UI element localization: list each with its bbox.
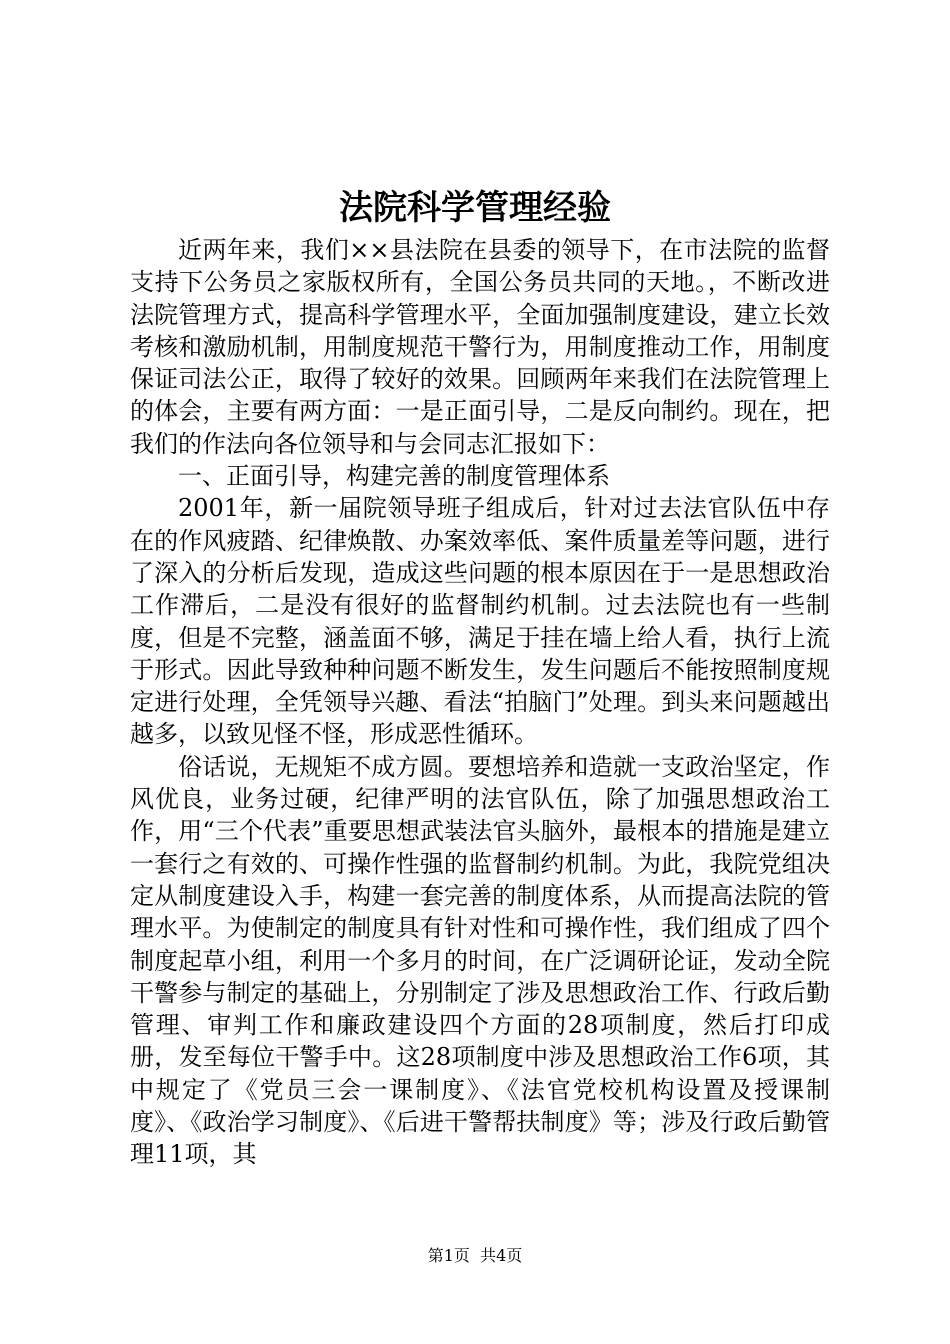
page-number: 第1页	[427, 1246, 470, 1265]
page-total: 共4页	[480, 1246, 523, 1265]
section-heading: 一、正面引导，构建完善的制度管理体系	[178, 462, 610, 491]
paragraph: 2001年，新一届院领导班子组成后，针对过去法官队伍中存在的作风疲踏、纪律焕散、办案效率低、案件质量差等问题，进行了深入的分析后发现，造成这些问题的根本原因在于一是思想政治工作滞后，二是没有很好的监督制约机制。过去法院也有一些制度，但是不完整，涵盖面不够，满足于挂在墙上给人看，执行上流于形式。因此导致种种问题不断发生，发生问题后不能按照制度规定进行处理，全凭领导兴趣、看法“拍脑门”处理。到头来问题越出越多，以致见怪不怪，形成恶性循环。	[130, 494, 830, 749]
paragraph: 俗话说，无规矩不成方圆。要想培养和造就一支政治坚定，作风优良，业务过硬，纪律严明的法官队伍，除了加强思想政治工作，用“三个代表”重要思想武装法官头脑外，最根本的措施是建立一套行之有效的、可操作性强的监督制约机制。为此，我院党组决定从制度建设入手，构建一套完善的制度体系，从而提高法院的管理水平。为使制定的制度具有针对性和可操作性，我们组成了四个制度起草小组，利用一个多月的时间，在广泛调研论证，发动全院干警参与制定的基础上，分别制定了涉及思想政治工作、行政后勤管理、审判工作和廉政建设四个方面的28项制度，然后打印成册，发至每位干警手中。这28项制度中涉及思想政治工作6项，其中规定了《党员三会一课制度》、《法官党校机构设置及授课制度》、《政治学习制度》、《后进干警帮扶制度》等；涉及行政后勤管理11项，其	[130, 752, 830, 1169]
page-footer	[0, 1244, 950, 1268]
document-body	[130, 234, 830, 1171]
footer-spacer	[470, 1246, 480, 1265]
document-title: 法院科学管理经验	[339, 188, 611, 228]
paragraph: 近两年来，我们××县法院在县委的领导下，在市法院的监督支持下公务员之家版权所有，全国公务员共同的天地。，不断改进法院管理方式，提高科学管理水平，全面加强制度建设，建立长效考核和激励机制，用制度规范干警行为，用制度推动工作，用制度保证司法公正，取得了较好的效果。回顾两年来我们在法院管理上的体会，主要有两方面：一是正面引导，二是反向制约。现在，把我们的作法向各位领导和与会同志汇报如下：	[130, 236, 830, 458]
